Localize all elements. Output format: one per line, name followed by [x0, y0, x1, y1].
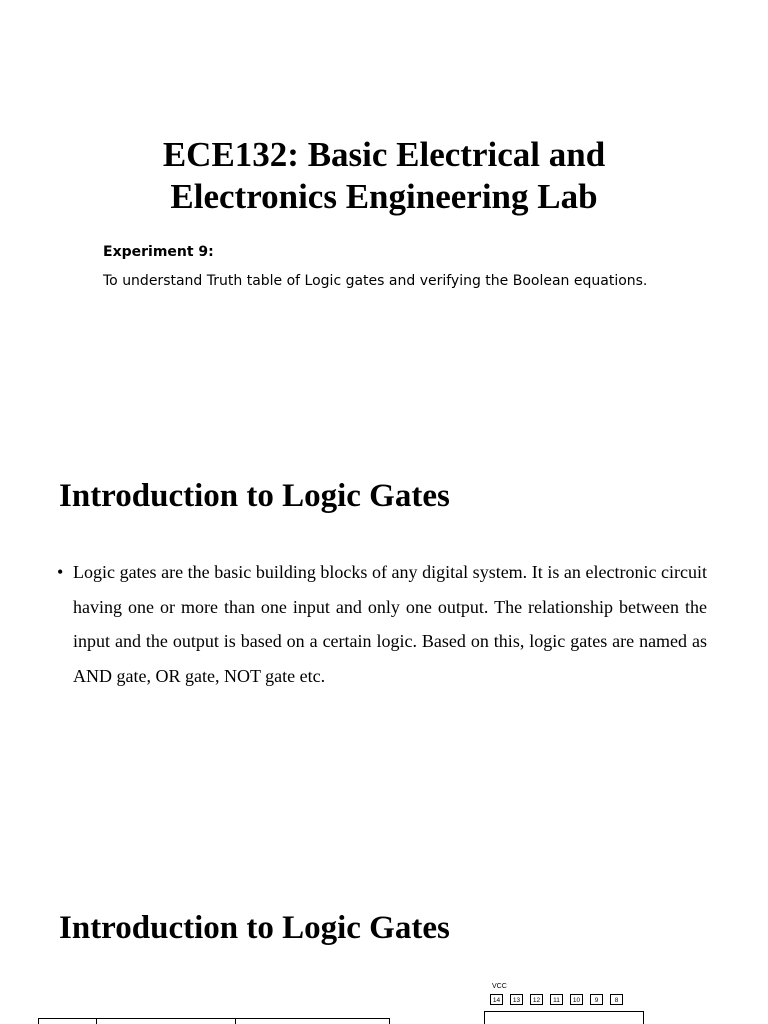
ic-pin: 12	[530, 994, 543, 1005]
truth-table	[38, 1018, 390, 1024]
ic-pin: 11	[550, 994, 563, 1005]
bullet-text: Logic gates are the basic building blocks of any digital system. It is an electronic circuit having one or more than one input and only one output. The relationship between the input and the output is based on a certain logic. Based on this, logic gates are named as AND gate, OR gate, NOT gate etc.	[73, 562, 707, 686]
slide-title	[0, 0, 768, 432]
experiment-label: Experiment 9:	[103, 244, 214, 260]
vcc-label: VCC	[492, 983, 507, 990]
course-title	[0, 134, 768, 218]
experiment-description: To understand Truth table of Logic gates and verifying the Boolean equations.	[103, 273, 648, 289]
ic-pin: 8	[610, 994, 623, 1005]
bullet-icon: •	[57, 562, 64, 582]
ic-pin: 9	[590, 994, 603, 1005]
ic-pinout-diagram	[482, 982, 652, 1024]
slide-intro	[0, 432, 768, 864]
course-title-line-2: Electronics Engineering Lab	[170, 177, 598, 216]
ic-pin: 13	[510, 994, 523, 1005]
bullet-item	[57, 555, 707, 693]
table-divider	[96, 1019, 97, 1024]
ic-body	[484, 1011, 644, 1024]
section-heading: Introduction to Logic Gates	[59, 478, 450, 514]
slide-intro-continued	[0, 864, 768, 1024]
section-heading: Introduction to Logic Gates	[59, 910, 450, 946]
ic-pin: 14	[490, 994, 503, 1005]
ic-pin: 10	[570, 994, 583, 1005]
course-title-line-1: ECE132: Basic Electrical and	[162, 135, 606, 174]
table-divider	[235, 1019, 236, 1024]
ic-pin-row	[490, 994, 623, 1005]
